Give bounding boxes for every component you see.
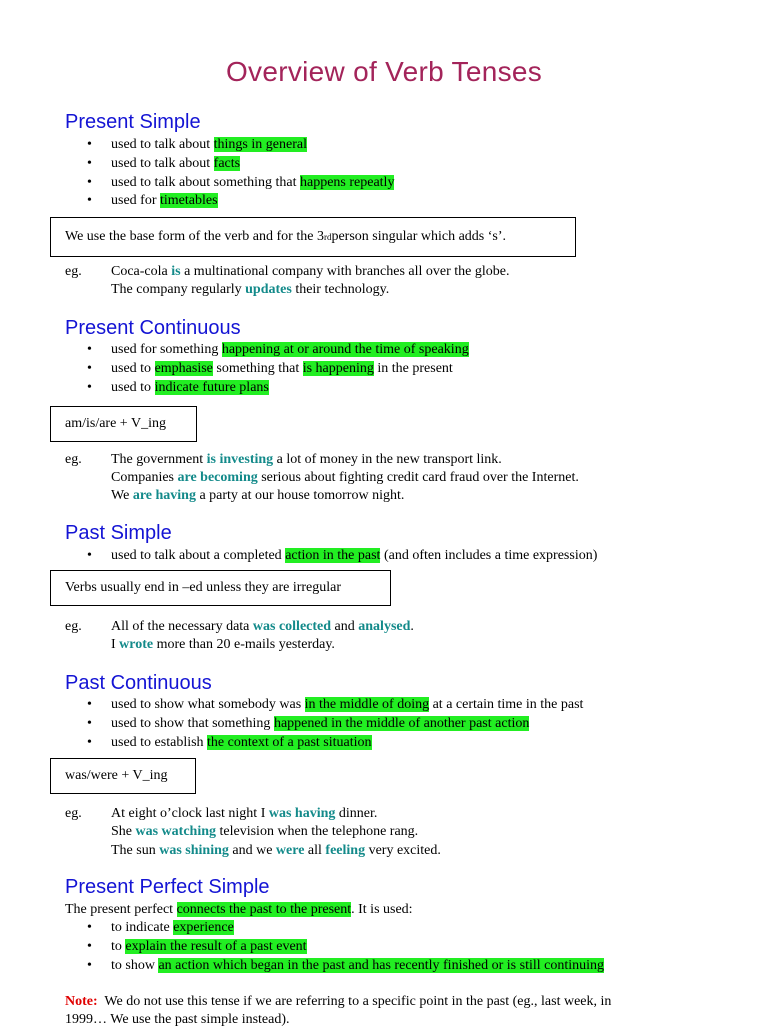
list-item: used to indicate future plans bbox=[111, 380, 269, 395]
paragraph-intro: The present perfect connects the past to the present. It is used: bbox=[65, 902, 413, 917]
bullet-dot: • bbox=[87, 716, 92, 731]
list-item: used to talk about a completed action in the past (and often includes a time expression) bbox=[111, 548, 598, 563]
rule-box-present-continuous: am/is/are + V_ing bbox=[50, 406, 197, 442]
bullet-dot: • bbox=[87, 939, 92, 954]
bullet-dot: • bbox=[87, 548, 92, 563]
list-item: to explain the result of a past event bbox=[111, 939, 307, 954]
bullet-dot: • bbox=[87, 958, 92, 973]
note-line: 1999… We use the past simple instead). bbox=[65, 1012, 290, 1027]
list-item: used to show what somebody was in the middle of doing at a certain time in the past bbox=[111, 697, 584, 712]
eg-label: eg. bbox=[65, 452, 82, 467]
bullet-dot: • bbox=[87, 193, 92, 208]
list-item: used to talk about things in general bbox=[111, 137, 307, 152]
heading-past-simple: Past Simple bbox=[65, 522, 172, 544]
list-item: used to establish the context of a past situation bbox=[111, 735, 372, 750]
bullet-dot: • bbox=[87, 920, 92, 935]
page-title: Overview of Verb Tenses bbox=[225, 56, 543, 87]
eg-label: eg. bbox=[65, 264, 82, 279]
bullet-dot: • bbox=[87, 156, 92, 171]
bullet-dot: • bbox=[87, 342, 92, 357]
bullet-dot: • bbox=[87, 361, 92, 376]
note-line: Note: We do not use this tense if we are referring to a specific point in the past (eg., last week, in bbox=[65, 994, 612, 1009]
rule-box-past-simple: Verbs usually end in –ed unless they are irregular bbox=[50, 570, 391, 606]
example-sentence: We are having a party at our house tomorrow night. bbox=[111, 488, 405, 503]
list-item: used to talk about facts bbox=[111, 156, 241, 171]
example-sentence: Companies are becoming serious about fighting credit card fraud over the Internet. bbox=[111, 470, 579, 485]
example-sentence: I wrote more than 20 e-mails yesterday. bbox=[111, 637, 335, 652]
heading-past-continuous: Past Continuous bbox=[65, 672, 212, 694]
heading-present-perfect-simple: Present Perfect Simple bbox=[65, 876, 270, 898]
bullet-dot: • bbox=[87, 380, 92, 395]
example-sentence: She was watching television when the telephone rang. bbox=[111, 824, 419, 839]
heading-present-simple: Present Simple bbox=[65, 111, 201, 133]
example-sentence: The sun was shining and we were all feeling very excited. bbox=[111, 843, 441, 858]
bullet-dot: • bbox=[87, 735, 92, 750]
example-sentence: The company regularly updates their technology. bbox=[111, 282, 390, 297]
heading-present-continuous: Present Continuous bbox=[65, 317, 241, 339]
example-sentence: Coca-cola is a multinational company with branches all over the globe. bbox=[111, 264, 510, 279]
bullet-dot: • bbox=[87, 137, 92, 152]
rule-box-past-continuous: was/were + V_ing bbox=[50, 758, 196, 794]
bullet-dot: • bbox=[87, 175, 92, 190]
bullet-dot: • bbox=[87, 697, 92, 712]
list-item: used to talk about something that happens repeatly bbox=[111, 175, 395, 190]
eg-label: eg. bbox=[65, 806, 82, 821]
example-sentence: All of the necessary data was collected and analysed. bbox=[111, 619, 414, 634]
eg-label: eg. bbox=[65, 619, 82, 634]
list-item: to indicate experience bbox=[111, 920, 234, 935]
list-item: used for something happening at or around the time of speaking bbox=[111, 342, 469, 357]
rule-box-present-simple: We use the base form of the verb and for the 3 rd person singular which adds ‘s’. bbox=[50, 217, 576, 257]
example-sentence: At eight o’clock last night I was having dinner. bbox=[111, 806, 378, 821]
list-item: used for timetables bbox=[111, 193, 218, 208]
list-item: used to emphasise something that is happening in the present bbox=[111, 361, 453, 376]
list-item: to show an action which began in the past and has recently finished or is still continuing bbox=[111, 958, 605, 973]
example-sentence: The government is investing a lot of money in the new transport link. bbox=[111, 452, 502, 467]
list-item: used to show that something happened in the middle of another past action bbox=[111, 716, 530, 731]
